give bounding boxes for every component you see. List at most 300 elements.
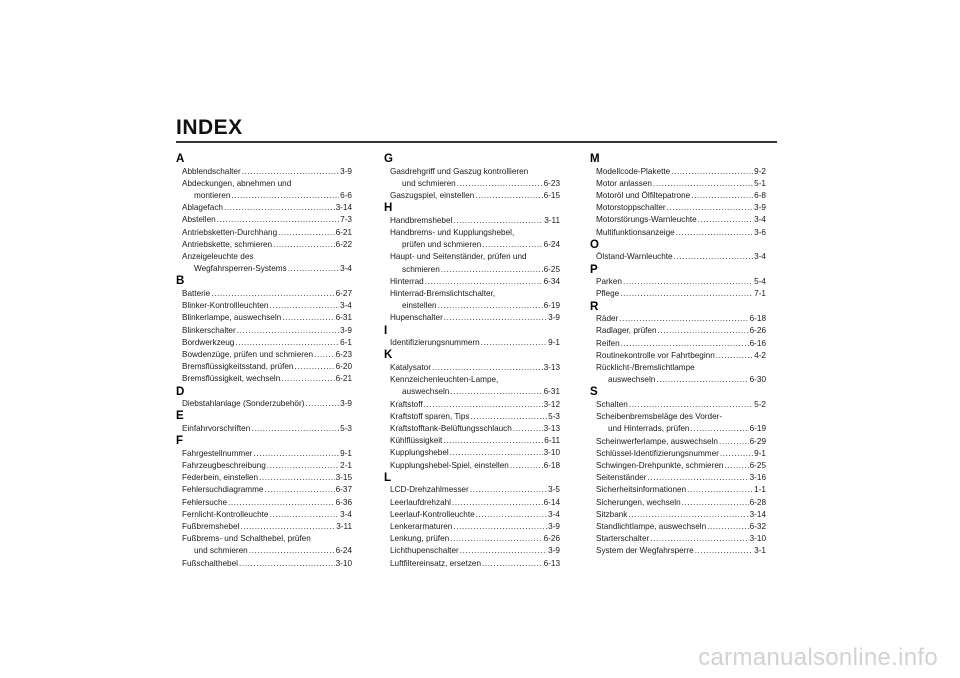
index-entry-page: 6-19 [749,424,766,434]
index-entry [384,399,560,411]
index-entry-label: Scheinwerferlampe, auswechseln [596,436,718,446]
index-entry [590,178,766,190]
index-entry [384,215,560,227]
index-entry [590,545,766,557]
index-entry-label: Multifunktionsanzeige [596,227,675,237]
dot-leader [314,349,335,361]
index-entry [384,533,560,545]
index-entry-label: Batterie [182,289,211,299]
index-entry [590,214,766,226]
index-letter-heading: P [590,263,598,276]
index-entry-label: Fehlersuchdiagramme [182,485,264,495]
index-entry-page: 5-3 [340,424,352,434]
index-entry-page: 6-25 [749,461,766,471]
dot-leader [513,423,543,435]
dot-leader [620,288,753,300]
index-entry-page: 6-18 [543,460,560,470]
index-entry-page: 6-6 [340,191,352,200]
index-letter-heading: M [590,153,600,165]
index-entry-page: 3-15 [335,473,352,483]
index-entry [384,276,560,288]
index-entry [176,325,352,337]
dot-leader [425,276,543,288]
index-entry [176,312,352,324]
index-entry-page: 6-11 [544,436,560,446]
index-entry-label: Hinterrad [390,276,424,286]
dot-leader [648,472,749,484]
index-entry-page: 3-9 [754,203,766,213]
index-entry-first-line: Scheibenbremsbeläge des Vorder- [596,412,723,422]
index-entry-page: 2-1 [340,461,352,471]
index-letter-heading: B [176,275,185,288]
dot-leader [482,239,542,251]
index-entry-page: 6-36 [335,497,352,507]
index-entry [590,313,766,325]
index-entry-label: Lenkung, prüfen [390,534,450,544]
index-entry-page: 6-20 [335,362,352,372]
index-entry [384,558,560,570]
dot-leader [235,337,339,349]
index-entry [176,337,352,349]
index-entry-page: 6-24 [543,240,560,250]
index-entry-page: 6-21 [335,227,352,237]
index-entry-first-line: Rücklicht-/Bremslichtlampe [596,363,695,373]
dot-leader [656,374,748,386]
dot-leader [288,263,339,275]
dot-leader [481,337,548,349]
dot-leader [224,202,335,214]
index-entry [384,447,560,459]
index-entry-label: Identifizierungsnummern [390,338,480,348]
index-entry-label: Standlichtlampe, auswechseln [596,522,707,532]
index-entry-page: 3-10 [335,558,352,568]
index-entry-page: 3-4 [754,252,766,262]
index-entry-page: 5-1 [754,178,766,188]
index-entry-label: Blinker-Kontrollleuchten [182,301,269,311]
index-letter-heading: K [384,349,393,362]
index-entry-label: Schwingen-Drehpunkte, schmieren [596,461,724,471]
index-entry [384,509,560,521]
dot-leader [698,214,753,226]
index-entry-page: 3-9 [548,522,560,532]
index-entry-label: Blinkerschalter [182,325,236,335]
dot-leader [691,190,753,202]
index-entry-first-line: Kennzeichenleuchten-Lampe, [390,375,499,385]
dot-leader [719,436,749,448]
index-entry-page: 1-1 [754,485,766,495]
index-entry-page: 3-4 [340,509,352,519]
index-entry-page: 6-31 [335,313,352,323]
index-entry-label: Abstellen [182,215,216,225]
index-column-1 [176,153,352,570]
index-entry-page: 4-2 [754,350,766,360]
index-entry [176,214,352,226]
index-entry-label: Radlager, prüfen [596,326,657,336]
index-entry-label: Leerlauf-Kontrolleuchte [390,509,475,519]
index-entry [176,349,352,361]
dot-leader [273,239,335,251]
index-entry-first-line: Handbrems- und Kupplungshebel, [390,228,515,237]
index-entry-label: auswechseln [402,387,450,397]
index-letter-heading: H [384,202,393,215]
index-entry-page: 5-2 [754,400,766,410]
dot-leader [424,399,543,411]
index-entry-page: 6-13 [543,558,560,568]
index-entry-page: 6-30 [749,375,766,385]
dot-leader [619,313,748,325]
index-entry [384,411,560,423]
index-entry [590,374,766,386]
dot-leader [211,288,334,300]
dot-leader [450,386,542,398]
index-entry-page: 6-25 [543,264,560,274]
index-entry-label: Parken [596,277,622,287]
index-entry-page: 6-23 [543,178,560,188]
index-entry-label: Fahrzeugbeschreibung [182,461,266,471]
index-entry-label: Pflege [596,289,620,299]
dot-leader [707,521,748,533]
dot-leader [650,533,748,545]
dot-leader [476,509,547,521]
index-entry-label: auswechseln [608,375,656,385]
index-entry-label: Blinkerlampe, auswechseln [182,313,282,323]
index-entry-label: Federbein, einstellen [182,473,259,483]
index-entry [176,202,352,214]
index-column-2 [384,153,560,570]
index-entry-label: montieren [194,191,231,200]
index-entry-label: Fußschalthebel [182,558,238,568]
dot-leader [460,545,547,557]
dot-leader [267,460,339,472]
index-entry-label: Antriebsketten-Durchhang [182,227,278,237]
index-entry [176,423,352,435]
index-entry [176,190,352,202]
index-entry-page: 6-32 [749,522,766,532]
index-entry [590,423,766,435]
dot-leader [254,448,340,460]
index-entry-label: Fernlicht-Kontrolleuchte [182,509,269,519]
index-entry-label: Lichthupenschalter [390,546,459,556]
index-entry-page: 6-21 [335,374,352,384]
index-entry [384,386,560,398]
dot-leader [470,484,547,496]
index-entry [176,521,352,533]
index-entry-page: 9-2 [754,166,766,176]
index-entry [590,227,766,239]
index-entry [176,263,352,275]
index-entry [590,325,766,337]
index-entry [384,460,560,472]
dot-leader [444,312,547,324]
dot-leader [269,300,339,312]
dot-leader [264,484,334,496]
dot-leader [240,521,335,533]
index-entry [384,545,560,557]
index-entry-label: einstellen [402,301,437,311]
index-entry [384,497,560,509]
index-entry-page: 6-27 [335,289,352,299]
index-entry-label: Motor anlassen [596,178,652,188]
dot-leader [249,545,335,557]
dot-leader [441,264,543,276]
index-entry [590,497,766,509]
index-entry-label: Starterschalter [596,534,650,544]
index-entry-label: Sitzbank [596,509,628,519]
index-entry [384,362,560,374]
dot-leader [239,558,335,570]
index-entry-label: Motorstörungs-Warnleuchte [596,215,697,225]
index-entry [590,484,766,496]
index-letter-heading: I [384,324,388,337]
index-entry [590,509,766,521]
index-entry [176,239,352,251]
index-entry-page: 3-11 [544,215,560,225]
index-entry [176,558,352,570]
index-entry-label: Wegfahrsperren-Systems [194,264,287,274]
page-title: INDEX [176,116,243,139]
index-entry [176,509,352,521]
index-entry-page: 3-4 [340,264,352,274]
index-entry-label: Bowdenzüge, prüfen und schmieren [182,350,314,360]
index-entry [384,521,560,533]
index-entry-page: 6-15 [543,191,560,200]
index-entry [590,276,766,288]
index-entry-label: Einfahrvorschriften [182,424,251,434]
index-entry-first-line: Abdeckungen, abnehmen und [182,178,292,188]
index-entry-label: prüfen und schmieren [402,240,482,250]
dot-leader [720,448,753,460]
dot-leader [453,215,543,227]
index-entry [176,227,352,239]
index-entry [590,350,766,362]
dot-leader [629,399,753,411]
index-entry-label: Kraftstofftank-Belüftungsschlauch [390,424,512,434]
dot-leader [228,497,335,509]
index-entry-label: Reifen [596,338,620,348]
index-entry-page: 3-4 [548,509,560,519]
index-entry-label: Sicherheitsinformationen [596,485,687,495]
index-entry [176,497,352,509]
dot-leader [457,178,543,190]
index-entry-page: 3-5 [548,485,560,495]
index-entry-label: Leerlaufdrehzahl [390,497,451,507]
index-entry-page: 3-9 [340,399,352,409]
index-entry [384,435,560,447]
index-entry-label: Kraftstoff sparen, Tips [390,411,470,421]
dot-leader [453,521,547,533]
index-entry-first-line: Anzeigeleuchte des [182,252,254,262]
index-entry-page: 7-3 [340,215,352,225]
index-entry [590,251,766,263]
index-entry-label: Diebstahlanlage (Sonderzubehör) [182,399,305,409]
index-entry-page: 6-29 [749,436,766,446]
index-entry-first-line: Fußbrems- und Schalthebel, prüfen [182,534,311,544]
dot-leader [482,558,543,570]
index-entry-label: und Hinterrads, prüfen [608,424,690,434]
dot-leader [621,338,749,350]
index-entry [384,264,560,276]
dot-leader [450,447,543,459]
dot-leader [510,460,543,472]
index-entry [384,312,560,324]
index-entry [590,448,766,460]
index-entry [176,288,352,300]
index-entry [590,436,766,448]
index-entry-page: 3-10 [749,534,766,544]
dot-leader [674,251,754,263]
index-entry-label: Bremsflüssigkeit, wechseln [182,374,281,384]
index-entry [590,399,766,411]
dot-leader [671,166,753,178]
dot-leader [242,166,339,178]
index-entry-page: 3-12 [543,399,560,409]
index-entry-page: 3-9 [340,166,352,176]
index-entry-label: Seitenständer [596,473,647,483]
index-entry-label: Ablagefach [182,203,223,213]
index-entry-page: 6-18 [749,314,766,324]
index-letter-heading: D [176,385,185,398]
index-entry-page: 3-14 [749,509,766,519]
index-entry [384,300,560,312]
index-entry-page: 6-26 [749,326,766,336]
index-entry-page: 3-9 [548,546,560,556]
index-entry-page: 6-19 [543,301,560,311]
index-entry-label: Hupenschalter [390,313,443,323]
index-entry-page: 7-1 [754,289,766,299]
index-entry [176,300,352,312]
index-entry [176,545,352,557]
dot-leader [724,460,748,472]
dot-leader [667,202,754,214]
index-entry-label: Fehlersuche [182,497,228,507]
index-entry-page: 9-1 [340,448,352,458]
dot-leader [687,484,753,496]
index-entry-page: 6-24 [335,546,352,556]
dot-leader [432,362,543,374]
dot-leader [628,509,748,521]
index-entry-label: Kühlflüssigkeit [390,436,443,446]
index-letter-heading: F [176,435,184,448]
dot-leader [682,497,749,509]
index-entry [590,288,766,300]
index-entry [384,484,560,496]
index-entry [384,423,560,435]
index-entry [176,448,352,460]
dot-leader [231,190,339,202]
index-entry-first-line: Haupt- und Seitenständer, prüfen und [390,252,527,262]
dot-leader [695,545,753,557]
index-letter-heading: E [176,410,184,423]
index-entry-page: 9-1 [754,448,766,458]
index-entry [590,521,766,533]
index-entry-label: Katalysator [390,363,431,373]
index-entry-page: 5-4 [754,277,766,287]
index-entry-label: Bremsflüssigkeitsstand, prüfen [182,362,294,372]
index-entry-page: 3-4 [754,215,766,225]
index-entry [590,166,766,178]
index-entry-label: Bordwerkzeug [182,337,235,347]
index-entry [384,190,560,202]
index-entry-label: Räder [596,314,619,324]
dot-leader [690,423,748,435]
index-entry-page: 6-34 [543,276,560,286]
index-entry-page: 3-6 [754,227,766,237]
index-entry-page: 3-11 [336,522,352,532]
index-entry [176,398,352,410]
dot-leader [305,398,339,410]
index-letter-heading: S [590,386,598,399]
index-entry-page: 6-31 [543,387,560,397]
index-entry-label: Ölstand-Warnleuchte [596,252,673,262]
index-entry-label: und schmieren [402,178,456,188]
index-letter-heading: A [176,153,185,165]
index-entry-label: Kraftstoff [390,399,423,409]
index-entry-label: Kupplungshebel-Spiel, einstellen [390,460,509,470]
dot-leader [452,497,543,509]
index-entry-label: Abblendschalter [182,166,241,176]
title-divider [176,141,777,143]
dot-leader [281,373,334,385]
index-entry [590,472,766,484]
index-entry-page: 3-16 [749,473,766,483]
dot-leader [282,312,334,324]
index-entry-label: Fahrgestellnummer [182,448,253,458]
index-entry-label: Modellcode-Plakette [596,166,671,176]
index-entry-label: Fußbremshebel [182,522,240,532]
index-letter-heading: G [384,153,393,165]
dot-leader [653,178,753,190]
index-entry-page: 5-3 [548,411,560,421]
index-entry [384,239,560,251]
index-entry-first-line: Gasdrehgriff und Gaszug kontrollieren [390,166,529,176]
index-entry-label: System der Wegfahrsperre [596,546,694,556]
index-entry [176,484,352,496]
index-letter-heading: O [590,238,599,251]
dot-leader [471,411,548,423]
dot-leader [450,533,542,545]
index-entry [384,178,560,190]
dot-leader [443,435,543,447]
index-entry-page: 3-10 [543,448,560,458]
index-entry [176,460,352,472]
index-entry-page: 3-1 [754,546,766,556]
index-entry-label: Kupplungshebel [390,448,449,458]
index-entry-page: 6-26 [543,534,560,544]
index-entry-page: 6-23 [335,350,352,360]
index-entry-label: und schmieren [194,546,248,556]
index-entry-label: Gaszugspiel, einstellen [390,191,475,200]
index-entry-label: Sicherungen, wechseln [596,497,681,507]
index-entry-page: 6-28 [749,497,766,507]
index-letter-heading: R [590,300,599,313]
index-entry-label: LCD-Drehzahlmesser [390,485,469,495]
dot-leader [237,325,339,337]
index-entry-label: Schlüssel-Identifizierungsnummer [596,448,719,458]
index-entry-first-line: Hinterrad-Bremslichtschalter, [390,289,496,299]
dot-leader [295,361,335,373]
dot-leader [716,350,753,362]
index-entry-label: Luftfiltereinsatz, ersetzen [390,558,482,568]
index-entry-label: Routinekontrolle vor Fahrtbeginn [596,350,715,360]
index-entry-page: 3-13 [543,363,560,373]
index-entry [176,361,352,373]
index-entry [176,373,352,385]
index-entry-page: 9-1 [548,338,560,348]
index-entry [590,190,766,202]
dot-leader [438,300,543,312]
index-entry [176,472,352,484]
index-entry [590,460,766,472]
